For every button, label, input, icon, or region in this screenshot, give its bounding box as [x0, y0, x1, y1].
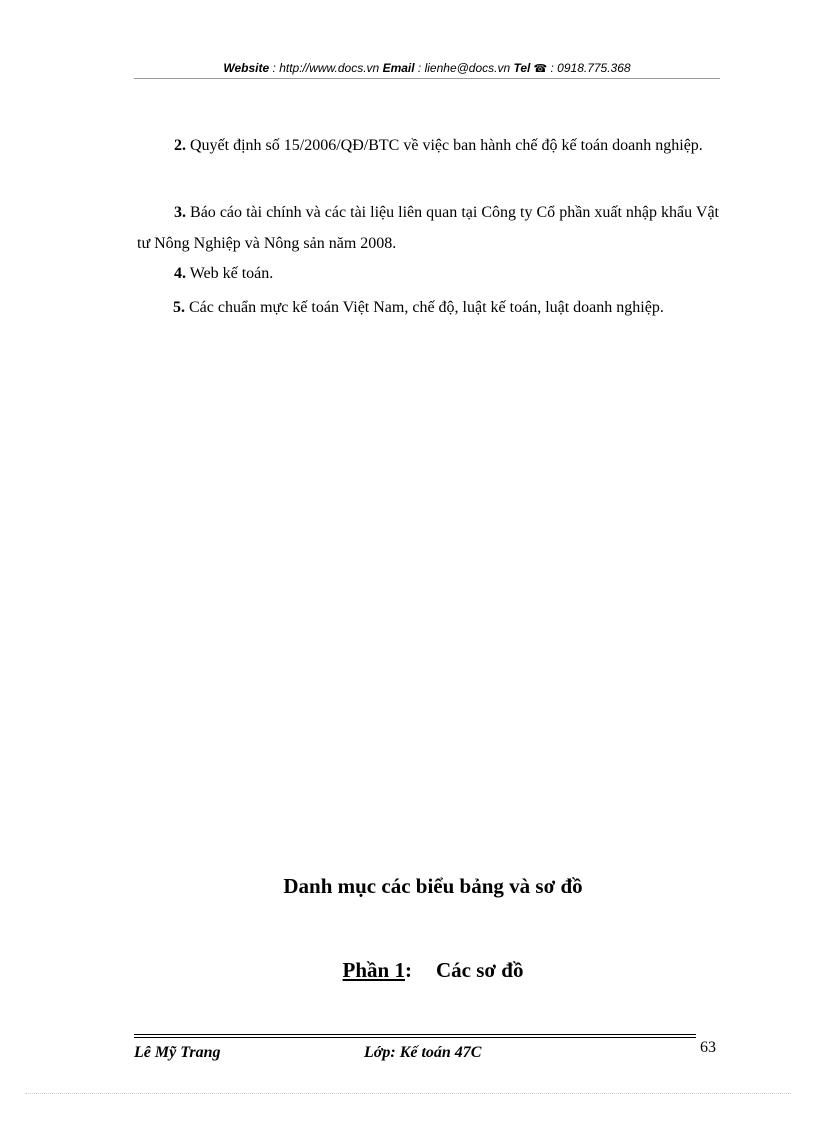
page-number: 63: [700, 1039, 716, 1056]
reference-number: 4.: [174, 265, 186, 282]
section-title: Danh mục các biểu bảng và sơ đồ: [283, 874, 583, 898]
footer-class: Lớp: Kế toán 47C: [364, 1044, 482, 1061]
reference-text: Quyết định số 15/2006/QĐ/BTC về việc ban hành chế độ kế toán doanh nghiệp.: [186, 137, 703, 154]
tel-value: : 0918.775.368: [547, 61, 631, 75]
reference-number: 2.: [174, 137, 186, 154]
website-label: Website: [223, 61, 270, 75]
tel-label: Tel: [513, 61, 531, 75]
phone-icon: ☎: [530, 63, 548, 75]
website-value[interactable]: : http://www.docs.vn: [269, 61, 383, 75]
reference-item-4: [137, 258, 719, 289]
reference-number: 5.: [173, 299, 185, 316]
part-heading: [0, 956, 816, 984]
reference-item-5: [173, 292, 719, 323]
reference-item-2: [137, 130, 719, 161]
footer-author: Lê Mỹ Trang: [134, 1044, 221, 1061]
reference-item-3: [137, 197, 719, 259]
part-colon: :: [404, 958, 412, 982]
footer-rule-top: [134, 1034, 696, 1035]
footer-rule-bottom: [134, 1037, 696, 1038]
reference-text: Báo cáo tài chính và các tài liệu liên quan tại Công ty Cổ phần xuất nhập khẩu Vật tư Nông Nghiệp và Nông sản năm 2008.: [137, 204, 719, 252]
part-label: Phần 1: [342, 958, 405, 982]
header-rule: [134, 78, 720, 79]
email-value[interactable]: : lienhe@docs.vn: [414, 61, 514, 75]
page-bottom-border: [25, 1093, 791, 1094]
email-label: Email: [382, 61, 415, 75]
reference-text: Các chuẩn mực kế toán Việt Nam, chế độ, luật kế toán, luật doanh nghiệp.: [185, 299, 664, 316]
reference-text: Web kế toán.: [186, 265, 274, 282]
reference-number: 3.: [174, 204, 186, 221]
part-title: Các sơ đồ: [435, 958, 524, 982]
page-header: [134, 60, 720, 78]
